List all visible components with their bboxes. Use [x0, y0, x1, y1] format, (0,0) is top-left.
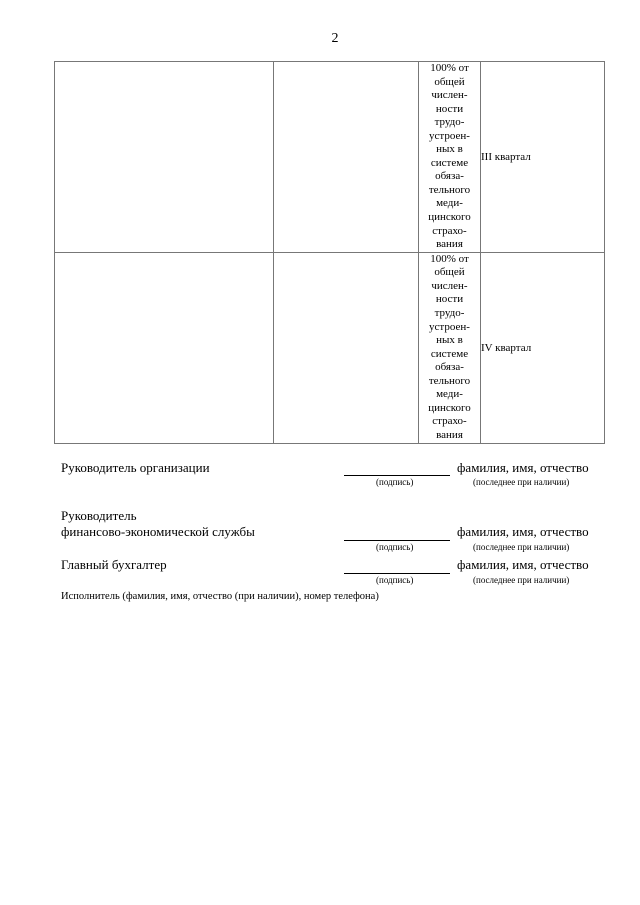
signatory-title: Главный бухгалтер	[61, 557, 167, 572]
indicator-line: 100% от	[430, 62, 469, 74]
indicator-line: 100% от	[430, 252, 469, 265]
table-row	[55, 252, 605, 443]
table-cell-col1	[55, 252, 274, 443]
indicator-line: обяза-	[435, 361, 464, 374]
indicator-line: трудо-	[434, 116, 465, 129]
indicator-line: устроен-	[429, 320, 470, 333]
indicator-line: страхо-	[432, 224, 467, 237]
report-table	[54, 61, 605, 444]
signature-line	[344, 475, 450, 476]
indicator-line: ности	[435, 102, 464, 115]
indicator-line: системе	[430, 156, 469, 169]
period-cell: III квартал	[481, 62, 605, 253]
signature-caption: (подпись)	[376, 575, 414, 585]
indicator-line: меди-	[436, 197, 463, 210]
page-number: 2	[331, 31, 339, 46]
indicator-line: цинского	[428, 211, 471, 224]
name-text: фамилия, имя, отчество	[457, 524, 589, 539]
indicator-line: ных в	[436, 334, 463, 347]
period-cell: IV квартал	[481, 252, 605, 443]
name-caption: (последнее при наличии)	[473, 542, 570, 552]
signatory-title: Руководитель	[61, 508, 137, 523]
indicator-line: тельного	[428, 374, 471, 387]
signature-caption: (подпись)	[376, 477, 414, 487]
indicator-line: числен-	[431, 89, 468, 102]
indicator-line: обяза-	[435, 170, 464, 183]
indicator-line: устроен-	[429, 129, 470, 142]
signature-caption: (подпись)	[376, 542, 414, 552]
table-cell-col2	[274, 62, 419, 253]
name-text: фамилия, имя, отчество	[457, 557, 589, 572]
indicator-line: трудо-	[434, 307, 465, 320]
indicator-cell	[419, 62, 481, 253]
name-text: фамилия, имя, отчество	[457, 460, 589, 475]
indicator-line: числен-	[431, 279, 468, 292]
indicator-line: страхо-	[432, 415, 467, 428]
indicator-line: ности	[435, 293, 464, 306]
indicator-cell	[419, 252, 481, 443]
indicator-line: меди-	[436, 388, 463, 401]
name-caption: (последнее при наличии)	[473, 575, 570, 585]
indicator-line: цинского	[428, 401, 471, 414]
indicator-line: ных в	[436, 143, 463, 156]
table-cell-col1	[55, 62, 274, 253]
table-row	[55, 62, 605, 253]
signature-line	[344, 573, 450, 574]
signatory-title: финансово-экономической службы	[61, 524, 255, 539]
signatory-title: Руководитель организации	[61, 460, 210, 475]
indicator-line: общей	[434, 266, 465, 279]
indicator-line: вания	[436, 238, 463, 251]
indicator-line: тельного	[428, 183, 471, 196]
indicator-line: системе	[430, 347, 469, 360]
signature-line	[344, 540, 450, 541]
indicator-line: общей	[434, 75, 465, 88]
name-caption: (последнее при наличии)	[473, 477, 570, 487]
table-cell-col2	[274, 252, 419, 443]
executor-line: Исполнитель (фамилия, имя, отчество (при наличии), номер телефона)	[61, 591, 379, 602]
indicator-line: вания	[436, 428, 463, 441]
